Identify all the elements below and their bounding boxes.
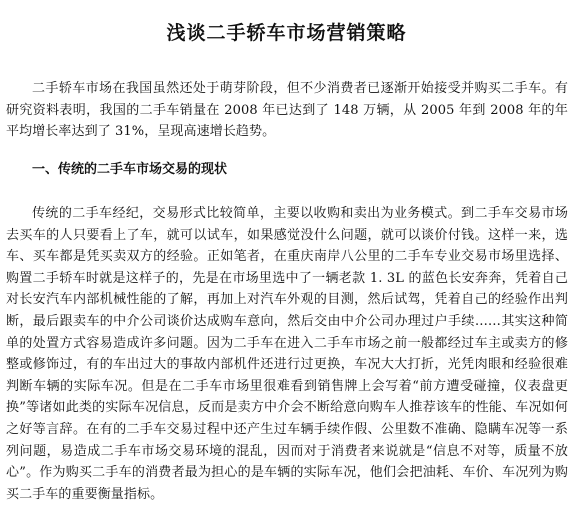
- section-heading: 一、传统的二手车市场交易的现状: [32, 162, 228, 177]
- body-paragraph: 传统的二手车经纪，交易形式比较简单，主要以收购和卖出为业务模式。到二手车交易市场去买车的人只要看上了车，就可以试车，如果感觉没什么问题，就可以谈价付钱。这样一来，选车、买车都是凭买卖双方的经验。正如笔者，在重庆南岸八公里的二手车专业交易市场里选择、购置二手轿车时就是这样子的，先是在市场里选中了一辆老款 1. 3L 的蓝色长安奔奔，凭着自己对长安汽车内部机械性能的了解，再加上对汽车外观的目测，然后试驾，凭着自己的经验作出判断，最后跟卖车的中介公司谈价达成购车意向，然后交由中介公司办理过户手续……其实这种简单的处置方式容易造成许多问题。因为二手车在进入二手车市场之前一般都经过车主或卖方的修整或修饰过，有的车出过大的事故内部机件还进行过更换，车况大大打折，光凭肉眼和经验很难判断车辆的实际车况。但是在二手车市场里很难看到销售牌上会写着“前方遭受碰撞，仪表盘更换”等诸如此类的实际车况信息，反而是卖方中介会不断给意向购车人推荐该车的性能、车况如何之好等言辞。在有的二手车交易过程中还产生过车辆手续作假、公里数不准确、隐瞒车况等一系列问题，易造成二手车市场交易环境的混乱，因而对于消费者来说就是“信息不对等，质量不放心”。作为购买二手车的消费者最为担心的是车辆的实际车况，他们会把油耗、车价、车况列为购买二手车的重要衡量指标。: [6, 206, 568, 502]
- article-title: 浅谈二手轿车市场营销策略: [166, 21, 407, 44]
- intro-paragraph: 二手轿车市场在我国虽然还处于萌芽阶段，但不少消费者已逐渐开始接受并购买二手车。有研究资料表明，我国的二手车销量在 2008 年已达到了 148 万辆，从 2005 年到 2008 年的年平均增长率达到了 31%，呈现高速增长趋势。: [6, 81, 568, 139]
